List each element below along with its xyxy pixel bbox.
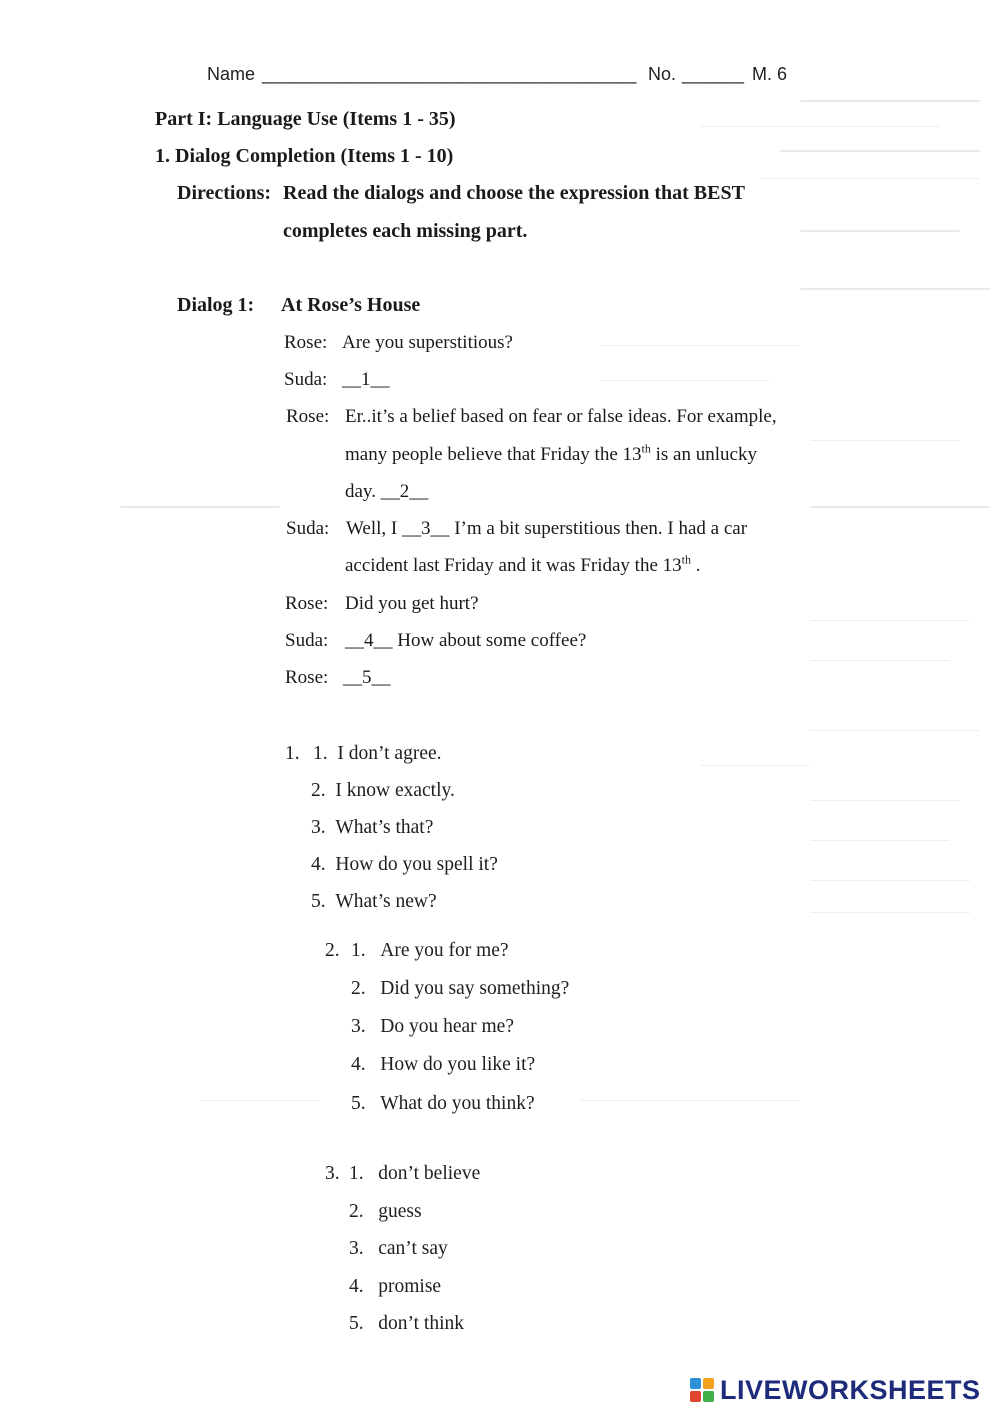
blank-1: __1__ [342,369,390,390]
dialog-label: Dialog 1: [177,294,255,316]
number-blank[interactable]: ______ [682,64,745,84]
option[interactable]: 1. I don’t agree. [313,743,442,764]
name-label: Name [207,64,256,84]
liveworksheets-logo-icon [690,1378,716,1404]
dialog-line: Did you get hurt? [345,593,479,614]
speaker: Rose: [286,406,330,427]
dialog-title: At Rose’s House [281,294,421,316]
name-blank[interactable]: ____________________________________ [262,64,637,84]
dialog-line: Well, I __3__ I’m a bit superstitious then. I had a car [346,518,748,539]
speaker: Rose: [284,332,328,353]
option[interactable]: 5. What’s new? [311,891,437,912]
option[interactable]: 1. don’t believe [349,1163,481,1184]
speaker: Suda: [284,369,328,390]
speaker: Rose: [285,667,329,688]
liveworksheets-logo[interactable] [690,1375,981,1406]
option[interactable]: 4. How do you like it? [351,1054,536,1075]
option[interactable]: 2. Did you say something? [351,978,570,999]
speaker: Suda: [286,518,330,539]
question-number: 1. [285,743,300,764]
class-label: M. 6 [752,64,788,84]
section-title: 1. Dialog Completion (Items 1 - 10) [155,145,454,167]
option[interactable]: 5. What do you think? [351,1093,535,1114]
speaker: Suda: [285,630,329,651]
option[interactable]: 1. Are you for me? [351,940,509,961]
brand-name: LIVEWORKSHEETS [720,1375,981,1405]
option[interactable]: 5. don’t think [349,1313,465,1334]
number-label: No. [648,64,677,84]
dialog-line: Are you superstitious? [342,332,513,353]
option[interactable]: 4. How do you spell it? [311,854,498,875]
option[interactable]: 3. Do you hear me? [351,1016,514,1037]
directions-label: Directions: [177,182,272,204]
blank-5: __5__ [343,667,391,688]
option[interactable]: 2. I know exactly. [311,780,455,801]
directions-line-2: completes each missing part. [283,220,528,242]
dialog-line: Er..it’s a belief based on fear or false ideas. For example, [345,406,777,427]
dialog-line: many people believe that Friday the 13th is an unlucky [345,441,757,465]
option[interactable]: 4. promise [349,1276,442,1297]
directions-line-1: Read the dialogs and choose the expression that BEST [283,182,745,204]
dialog-line: day. __2__ [345,481,429,502]
part-title: Part I: Language Use (Items 1 - 35) [155,108,456,130]
question-number: 3. [325,1163,340,1184]
speaker: Rose: [285,593,329,614]
dialog-line: __4__ How about some coffee? [345,630,587,651]
option[interactable]: 2. guess [349,1201,422,1222]
question-number: 2. [325,940,340,961]
option[interactable]: 3. can’t say [349,1238,448,1259]
option[interactable]: 3. What’s that? [311,817,434,838]
dialog-line: accident last Friday and it was Friday the 13th . [345,552,701,576]
